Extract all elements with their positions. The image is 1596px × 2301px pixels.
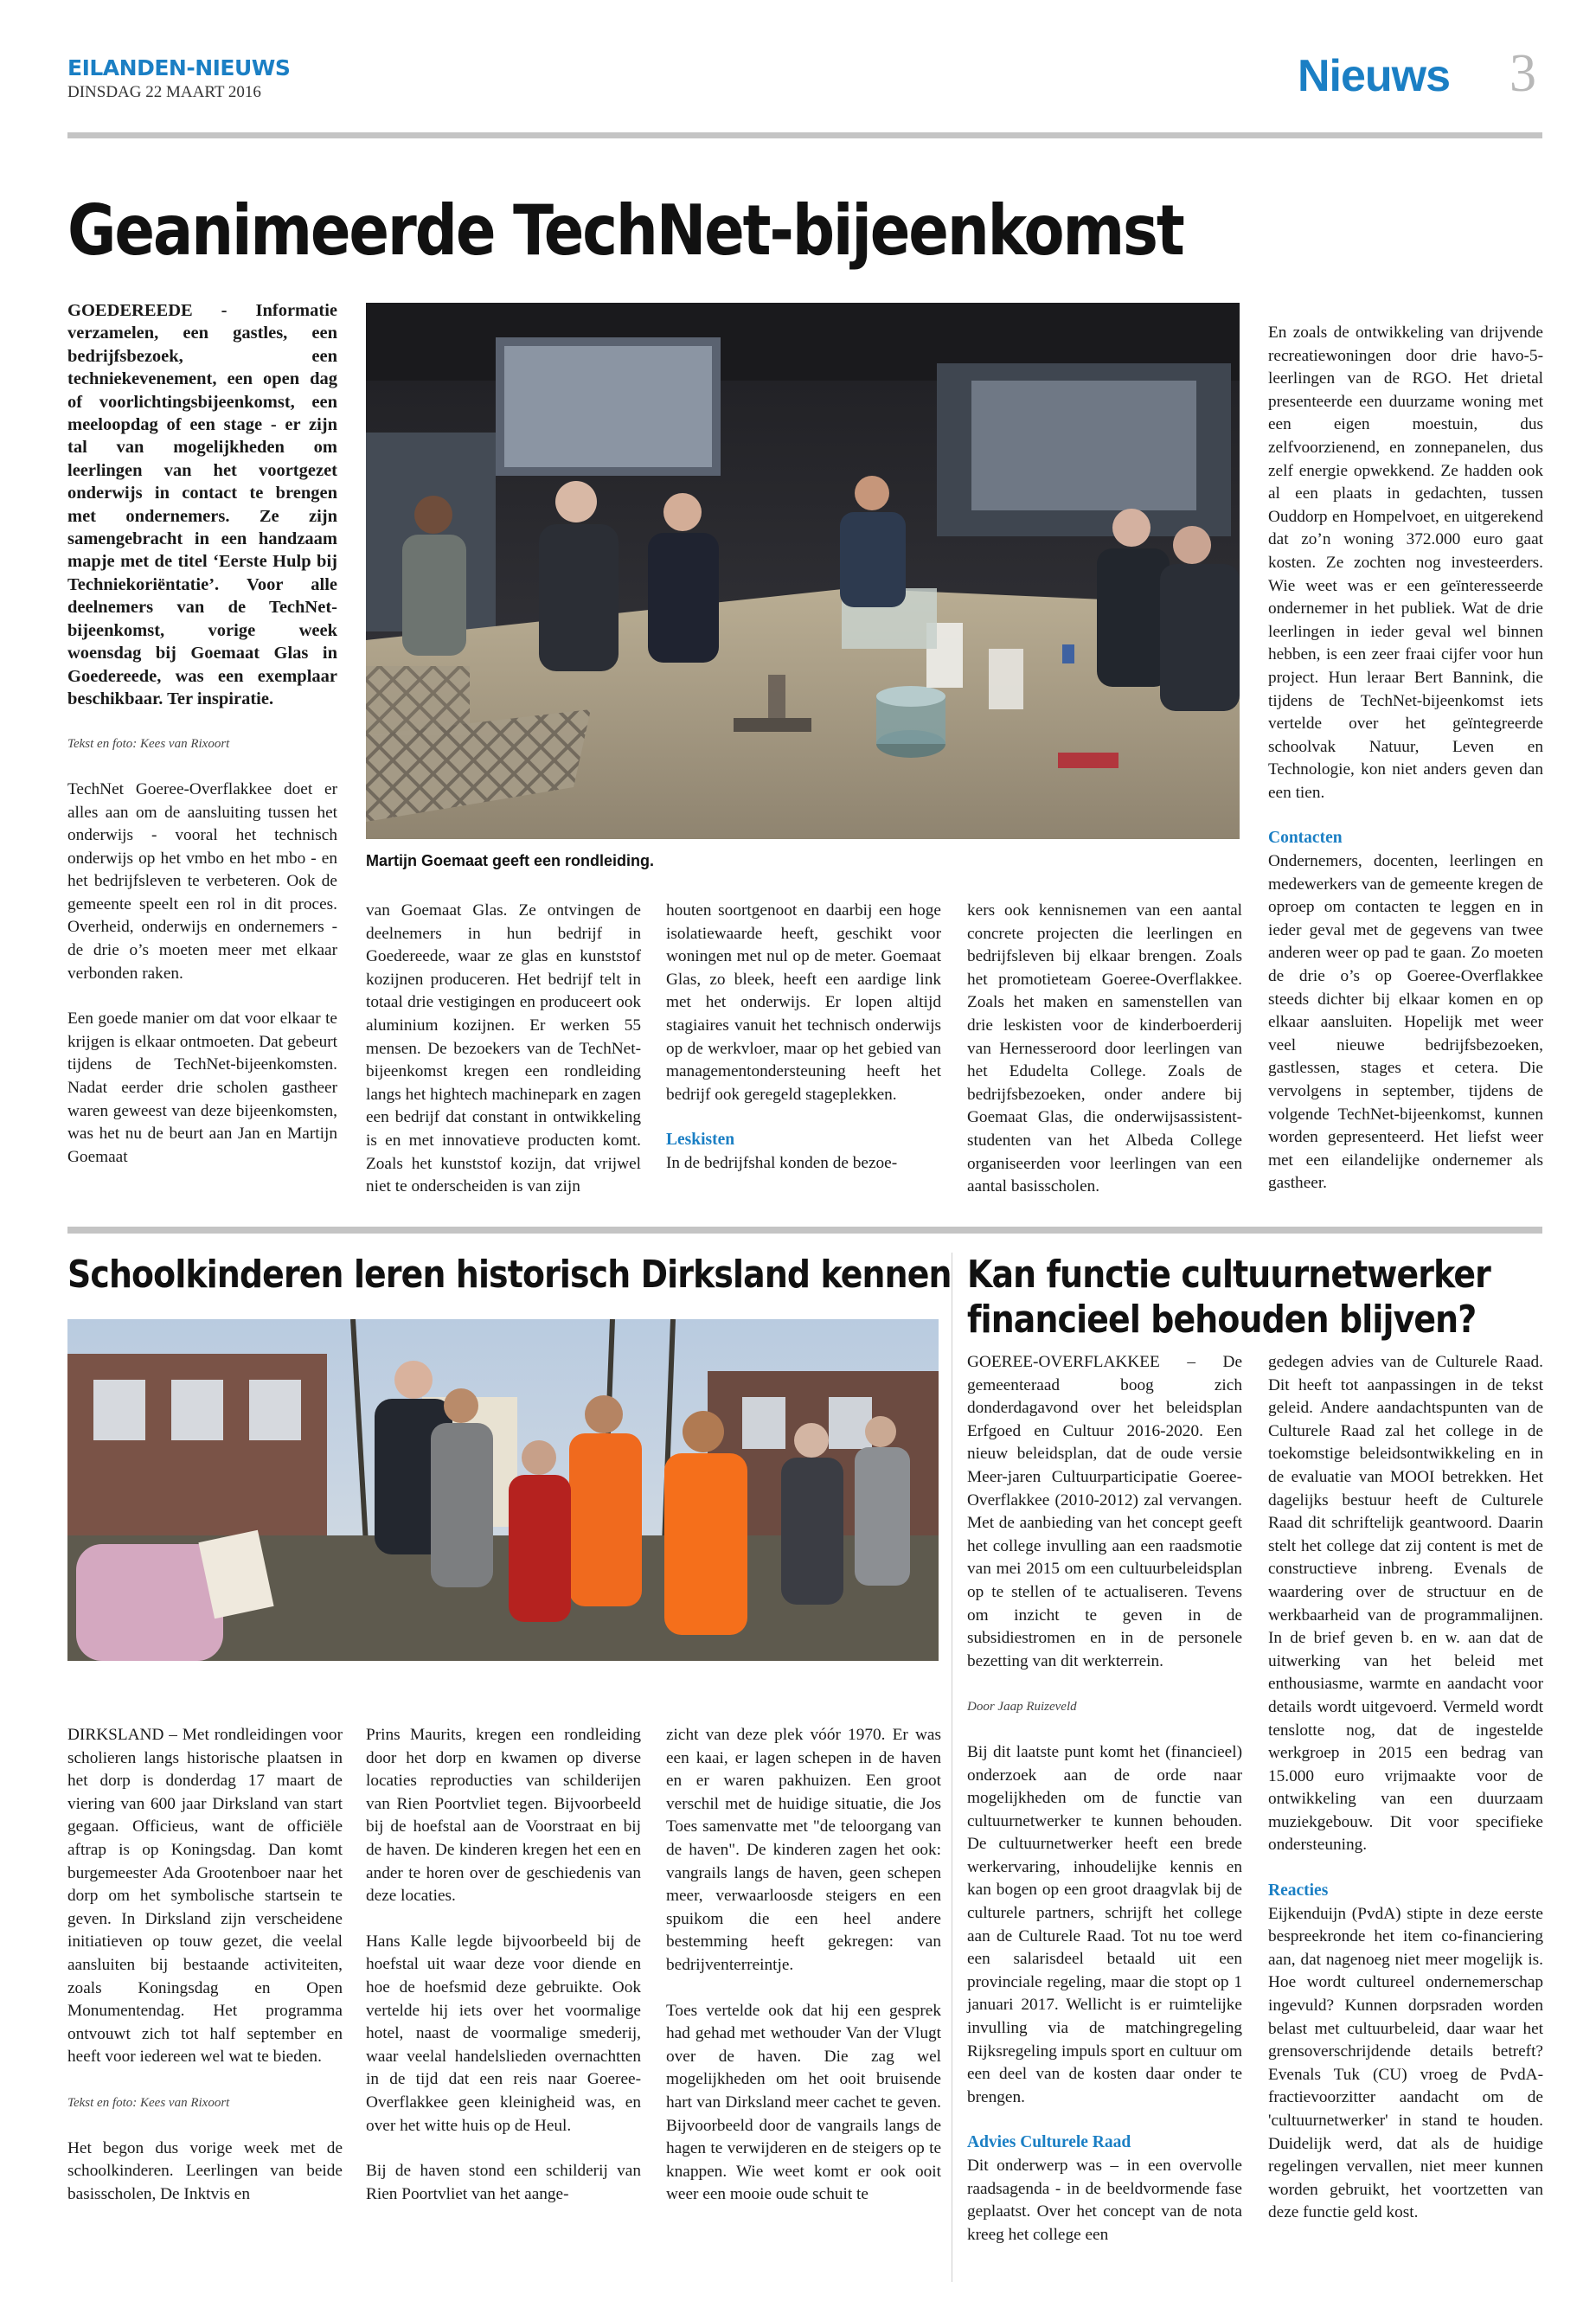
- article2-photo: [67, 1319, 939, 1661]
- section-label: Nieuws: [1298, 51, 1451, 101]
- article3-col1-p3: Dit onderwerp was – in een overvolle raadsagenda - in de beeldvormende fase geplaatst. Over het concept van de nota kreeg het college een: [967, 2157, 1242, 2244]
- article1-col4-text: kers ook kennisnemen van een aantal concrete projecten die leerlingen en bedrijfsleven bij elkaar brengen. Zoals het promotieteam Goeree-Overflakkee. Zoals het maken en samenstellen van drie leskisten voor de kinderboerderij van Hernesseroord door leerlingen van het Edudelta College. Zoals de bedrijfsbezoeken, onder andere bij Goemaat Glas, die onderwijsassistent-studenten van het Albeda College organiseerden voor leerlingen van een aantal basisscholen.: [967, 901, 1242, 1196]
- article1-col1-p1: TechNet Goeree-Overflakkee doet er alles aan om de aansluiting tussen het onderwijs - vooral het technisch onderwijs op het vmbo en het mbo - en het bedrijfsleven te verbeteren. Ook de gemeente speelt een rol in dit proces. Overheid, onderwijs en ondernemers - de drie o’s moeten meer met elkaar verbonden raken.: [67, 779, 337, 983]
- article1-lede: GOEDEREEDE - Informatie verzamelen, een gastles, een bedrijfsbezoek, een techniekevenement, een open dag of voorlichtingsbijeenkomst, een meeloopdag of een stage - er zijn tal van mogelijkheden om leerlingen van het voortgezet onderwijs in contact te brengen met ondernemers. Ze zijn samengebracht in een handzaam mapje met de titel ‘Eerste Hulp bij Techniekoriëntatie’. Voor alle deelnemers van de TechNet-bijeenkomst, vorige week woensdag bij Goemaat Glas in Goedereede, was een exemplaar beschikbaar. Ter inspiratie.: [67, 301, 337, 708]
- top-rule: [67, 132, 1542, 138]
- article1-col3: [666, 900, 941, 1176]
- article1-headline: Geanimeerde TechNet-bijeenkomst: [67, 190, 1183, 271]
- article2-col2-p2: Hans Kalle legde bijvoorbeeld bij de hoefstal uit waar deze voor diende en hoe de hoefsmid deze gebruikte. Ook vertelde hij iets over het voormalige hotel, naast de voormalige smederij, waar veelal handelslieden overnachtten in de tijd dat een reis naar Goeree-Overflakkee geen kleinigheid was, en over het witte huis op de Heul.: [366, 1932, 641, 2135]
- article1-col3-p1: houten soortgenoot en daarbij een hoge isolatiewaarde heeft, geschikt voor woningen met nul op de meter. Goemaat Glas, zo bleek, heeft een aardige link met het onderwijs. Er lopen altijd stagiaires vanuit het technisch onderwijs op de werkvloer, maar op het gebied van managementondersteuning heeft het bedrijf ook geregeld stageplekken.: [666, 901, 941, 1104]
- article1-photo: [366, 303, 1240, 839]
- article3-subhead-advies: Advies Culturele Raad: [967, 2133, 1131, 2152]
- article3-col2-p2: Eijkenduijn (PvdA) stipte in deze eerste bespreekronde het item co-financiering aan, dat nagenoeg niet meer mogelijk is. Hoe wordt cultureel ondernemerschap ingevuld? Kunnen dorpsraden worden belast met cultuurbeleid, daar waar het grensoverschrijdende details betreft? Evenals Tuk (CU) vroeg de PvdA-fractievoorzitter aandacht om de 'cultuurnetwerker' in stand te houden. Duidelijk werd, dat als de huidige regelingen vervallen, niet meer kunnen worden gebruikt, het voortzetten van deze functie geld kost.: [1268, 1904, 1543, 2222]
- article1-col2: [366, 900, 641, 1199]
- masthead-logo: EILANDEN-NIEUWS: [67, 55, 291, 80]
- article3-col1-p2: Bij dit laatste punt komt het (financieel) onderzoek aan de orde naar mogelijkheden om de functie van cultuurnetwerker te kunnen behouden. De cultuurnetwerker heeft een brede werkervaring, inhoudelijke kennis en kan bogen op een groot draagvlak bij de culturele partners, schrijft het college aan de Culturele Raad. Tot nu toe werd een salarisdeel betaald uit een provinciale regeling, maar die stopt op 1 januari 2017. Wellicht is er ruimtelijke invulling via de matchingregeling Rijksregeling impuls sport en cultuur om een deel van de kosten daar onder te brengen.: [967, 1742, 1242, 2106]
- article2-col3: [666, 1724, 941, 2207]
- article3-col1: [967, 1351, 1242, 2247]
- article3-headline-line2: financieel behouden blijven?: [967, 1298, 1477, 1342]
- article1-col5-p2: Ondernemers, docenten, leerlingen en medewerkers van de gemeente kregen de oproep om contacten te leggen en in ieder geval met de gegevens van twee anderen weer op pad te gaan. Zo moeten de drie o’s op Goeree-Overflakkee steeds dichter bij elkaar komen en op elkaar aansluiten. Hopelijk met weer veel nieuwe bedrijfsbezoeken, gastlessen, stages et cetera. Die vervolgens in september, tijdens de volgende TechNet-bijeenkomst, kunnen worden gepresenteerd. Het liefst weer met een eilandelijke ondernemer als gastheer.: [1268, 852, 1543, 1193]
- article2-col2-p3: Bij de haven stond een schilderij van Rien Poortvliet van het aange-: [366, 2162, 641, 2203]
- masthead-date: DINSDAG 22 MAART 2016: [67, 83, 261, 101]
- article3-col2-p1: gedegen advies van de Culturele Raad. Dit heeft tot aanpassingen in de tekst geleid. Andere aandachtspunten van de Culturele Raad zal het college in de toekomstige beleidsontwikkeling en in de evaluatie van MOOI betrekken. Het dagelijks bestuur heeft de Culturele Raad dit schriftelijk geantwoord. Daarin stelt het college dat zij content is met de constructieve inbreng. Evenals de waardering over de structuur en de werkbaarheid van de programmalijnen. In de brief geven b. en w. aan dat de uitwerking van het beleid met enthousiasme, warmte en aandacht voor details wordt uitgevoerd. Vermeld wordt tenslotte nog, dat de ingestelde werkgroep in 2015 een bedrag van 15.000 euro vrijmaakte voor de ontwikkeling van een duurzaam muziekgebouw. Dit voor specifieke ondersteuning.: [1268, 1353, 1543, 1855]
- article1-col1-p2: Een goede manier om dat voor elkaar te krijgen is elkaar ontmoeten. Dat gebeurt tijdens de TechNet-bijeenkomsten. Nadat eerder drie scholen gastheer waren geweest van deze bijeenkomsten, was het nu de beurt aan Jan en Martijn Goemaat: [67, 1009, 337, 1166]
- article2-col3-p1: zicht van deze plek vóór 1970. Er was een kaai, er lagen schepen in de haven en er waren pakhuizen. Een groot verschil met de huidige situatie, die Jos Toes samenvatte met "de teloorgang van de haven". De kinderen zagen het ook: vangrails langs de haven, geen schepen meer, verwaarloosde steigers en een spuikom die een heel andere bestemming heeft gekregen: van bedrijventerreintje.: [666, 1726, 941, 1974]
- article1-col5: [1268, 322, 1543, 1195]
- page-number: 3: [1509, 44, 1536, 103]
- article3-headline: [967, 1253, 1490, 1343]
- article1-col2-text: van Goemaat Glas. Ze ontvingen de deelnemers in hun bedrijf in Goedereede, waar ze glas en kunststof kozijnen produceren. Het bedrijf telt in totaal drie vestigingen en produceert ook aluminium kozijnen. Er werken 55 mensen. De bezoekers van de TechNet-bijeenkomst kregen een rondleiding langs het hightech machinepark en zagen een bedrijf dat constant in ontwikkeling is en met innovatieve producten komt. Zoals het kunststof kozijn, dat vrijwel niet te onderscheiden is van zijn: [366, 901, 641, 1196]
- article3-headline-line1: Kan functie cultuurnetwerker: [967, 1253, 1490, 1297]
- article3-credit: Door Jaap Ruizeveld: [967, 1700, 1077, 1715]
- article2-credit: Tekst en foto: Kees van Rixoort: [67, 2095, 230, 2110]
- article2-col3-p2: Toes vertelde ook dat hij een gesprek had gehad met wethouder Van der Vlugt over de haven. Die zag wel mogelijkheden om het ooit bruisende hart van Dirksland meer cachet te geven. Bijvoorbeeld door de vangrails langs de hagen te verwijderen en de steigers op te knappen. Wie weet komt er ook ooit weer een mooie oude schuit te: [666, 2001, 941, 2204]
- article3-subhead-reacties: Reacties: [1268, 1881, 1329, 1900]
- article1-subhead-contacten: Contacten: [1268, 829, 1343, 848]
- article1-col3-p2: In de bedrijfshal konden de bezoe-: [666, 1153, 898, 1172]
- article2-col2: [366, 1724, 641, 2206]
- article3-col2: [1268, 1351, 1543, 2225]
- article1-subhead-leskisten: Leskisten: [666, 1131, 735, 1150]
- schoolchildren-photo-illustration: [67, 1319, 939, 1661]
- middle-rule: [67, 1227, 1542, 1234]
- article1-photo-caption: Martijn Goemaat geeft een rondleiding.: [366, 852, 655, 869]
- article1-col5-p1: En zoals de ontwikkeling van drijvende recreatiewoningen door drie havo-5-leerlingen van de RGO. Het drietal presenteerde een duurzame woning met een eigen moestuin, dus zelfvoorzienend, en zonnepanelen, dus zelf energie opwekkend. Ze hadden ook al een plaats in gedachten, tussen Ouddorp en Hompelvoet, en uitgerekend dat zo’n woning 372.000 euro gaat kosten. Ze zochten nog investeerders. Wie weet was er een geïnteresseerde ondernemer in het publiek. Wat de drie leerlingen in ieder geval wel binnen hebben, is een zeer fraai cijfer voor hun project. Hun leraar Bert Bannink, die tijdens de TechNet-bijeenkomst iets vertelde over het geïntegreerde schoolvak Natuur, Leven en Technologie, kon niet anders geven dan een tien.: [1268, 324, 1543, 802]
- article3-col1-p1: GOEREE-OVERFLAKKEE – De gemeenteraad boog zich donderdagavond over het beleidsplan Erfgoed en Cultuur 2016-2020. Een nieuw beleidsplan, dat de oude versie Meer-jaren Cultuurparticipatie Goeree-Overflakkee (2010-2012) zal vervangen. Met de aanbieding van het concept geeft het college invulling aan een raadsmotie van mei 2015 om een cultuurbeleidsplan op te stellen of te actualiseren. Tevens om inzicht te geven in de subsidiestromen en in de personele bezetting van dit werkterrein.: [967, 1353, 1242, 1670]
- article1-col1: [67, 299, 337, 1169]
- article2-col1: [67, 1724, 343, 2206]
- article1-credit: Tekst en foto: Kees van Rixoort: [67, 737, 230, 752]
- article2-col1-p2: Het begon dus vorige week met de schoolkinderen. Leerlingen van beide basisscholen, De Inktvis en: [67, 2138, 343, 2203]
- article2-col1-p1: DIRKSLAND – Met rondleidingen voor scholieren langs historische plaatsen in het dorp is donderdag 17 maart de viering van 600 jaar Dirksland van start gegaan. Officieus, want de officiële aftrap is op Koningsdag. Dan komt burgemeester Ada Grootenboer naar het dorp om het symbolische startsein te geven. In Dirksland zijn verscheidene initiatieven op touw gezet, die veelal aansluiten bij bestaande activiteiten, zoals Koningsdag en Open Monumentendag. Het programma ontvouwt zich tot half september en heeft voor iedereen wel wat te bieden.: [67, 1726, 343, 2067]
- workshop-photo-illustration: [366, 303, 1240, 839]
- article1-col4: [967, 900, 1242, 1199]
- article2-col2-p1: Prins Maurits, kregen een rondleiding door het dorp en kwamen op diverse locaties reproducties van schilderijen van Rien Poortvliet tegen. Bijvoorbeeld bij de hoefstal aan de Voorstraat en bij de haven. De kinderen kregen het een en ander te horen over de geschiedenis van deze locaties.: [366, 1726, 641, 1906]
- article2-headline: Schoolkinderen leren historisch Dirksland kennen: [67, 1253, 952, 1297]
